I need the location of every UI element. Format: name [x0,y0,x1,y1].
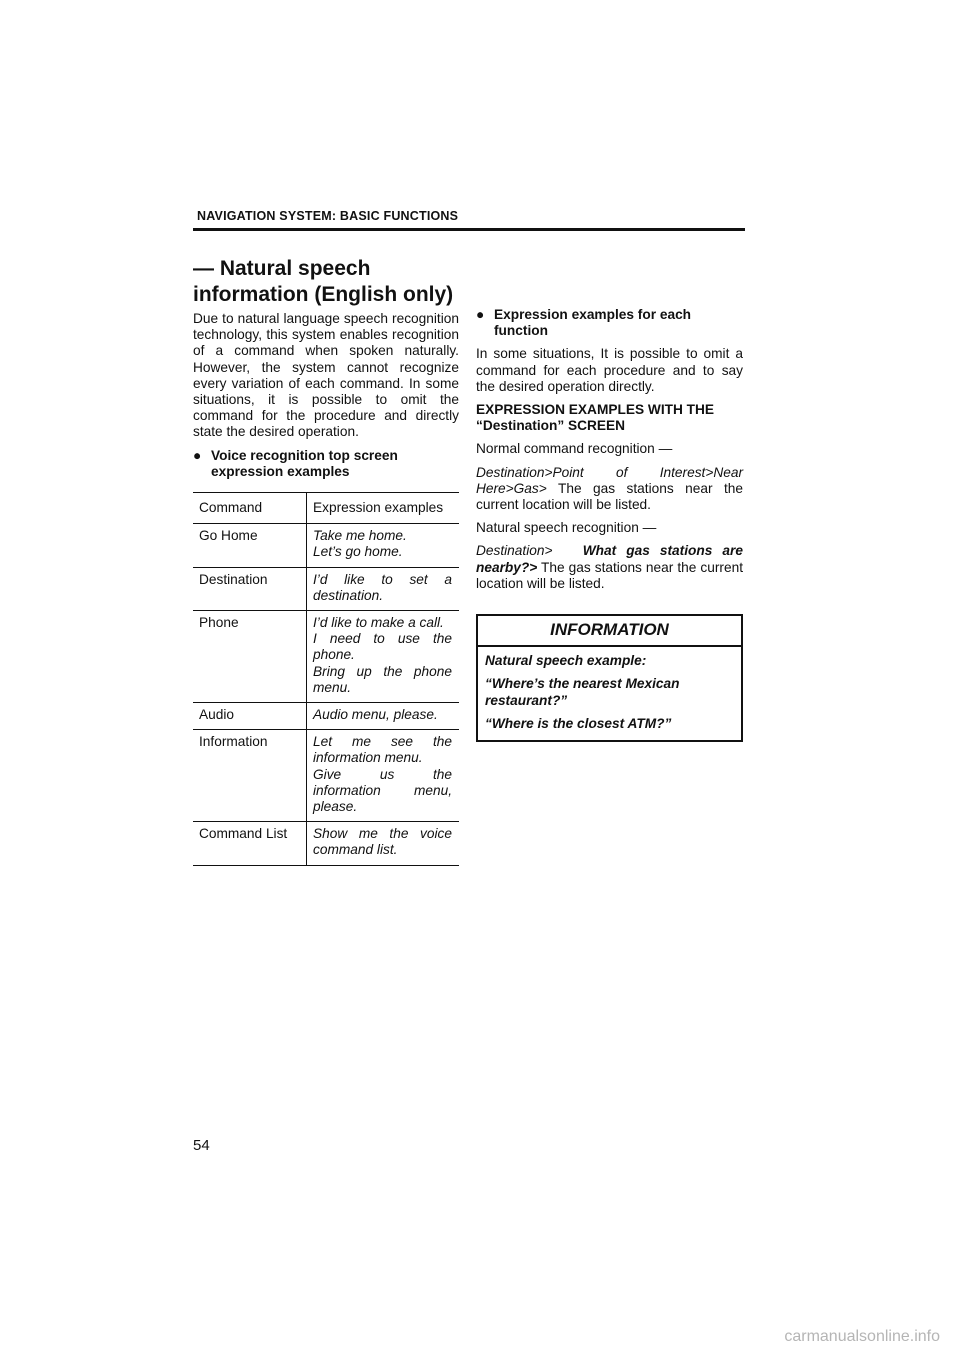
information-example-1: “Where’s the nearest Mexican restaurant?” [485,676,680,708]
bullet-icon: ● [193,447,202,463]
example-text: Show me the voice command list. [313,826,452,858]
watermark-text: carmanualsonline.info [784,1328,940,1345]
example-text: Give us the information menu, please. [313,766,452,815]
bullet-heading: Expression examples for each function [494,307,692,339]
examples-cell [307,524,460,567]
example-text: Let me see the information menu. [313,734,452,766]
example-text: I’d like to set a destination. [313,571,452,603]
example-text: I need to use the phone. [313,631,452,663]
table-row [193,611,459,703]
natural-recognition-example [476,543,743,592]
information-example-2: “Where is the closest ATM?” [485,715,672,731]
example-text: Bring up the phone menu. [313,663,452,695]
information-box [476,614,743,742]
intro-paragraph: Due to natural language speech recognition technology, this system enables recognition of a command when spoken naturally. However, the system cannot recognize every variation of each command. In some situations, it is possible to omit the command for the procedure and directly state the desired operation. [193,311,459,440]
table-header-row [193,493,459,524]
command-table [193,493,459,865]
table-row [193,822,459,865]
table-row [193,524,459,567]
section-title-line-1: — Natural speech [193,257,371,280]
table-row [193,730,459,822]
table-header-examples: Expression examples [307,493,460,524]
examples-subheading: EXPRESSION EXAMPLES WITH THE “Destination” SCREEN [476,402,715,434]
normal-command-path: Destination>Point of Interest>Near Here>Gas> [476,464,743,496]
command-table-wrapper [193,492,459,866]
information-label: Natural speech example: [485,653,647,669]
information-body [478,647,741,740]
page-number: 54 [193,1137,210,1154]
examples-cell [307,567,460,610]
command-cell: Destination [193,567,307,610]
bullet-heading: Voice recognition top screen expression examples [211,447,398,479]
bullet-icon: ● [476,307,485,322]
section-title [193,256,473,308]
natural-command-query: What gas stations are nearby?> [476,543,743,575]
normal-recognition-example [476,465,743,514]
running-header: NAVIGATION SYSTEM: BASIC FUNCTIONS [197,209,459,223]
omit-command-paragraph: In some situations, It is possible to omit a command for each procedure and to say the desired operation directly. [476,346,743,394]
left-column [193,311,459,866]
command-cell: Audio [193,703,307,730]
command-cell: Phone [193,611,307,703]
table-header-command: Command [193,493,307,524]
section-title-line-2: information (English only) [193,283,454,306]
example-text: Let’s go home. [313,544,403,560]
header-rule [193,228,745,231]
information-heading: INFORMATION [478,616,741,647]
example-text: Take me home. [313,528,407,544]
command-cell: Command List [193,822,307,865]
examples-cell [307,822,460,865]
examples-cell [307,611,460,703]
natural-command-path: Destination> [476,543,553,559]
command-cell: Information [193,730,307,822]
bullet-function-examples [476,307,743,339]
command-cell: Go Home [193,524,307,567]
right-column [476,307,743,742]
natural-recognition-label: Natural speech recognition — [476,520,657,536]
natural-command-result: The gas stations near the current location will be listed. [476,559,743,591]
example-text: I’d like to make a call. [313,615,444,631]
normal-command-result: The gas stations near the current location will be listed. [476,480,743,513]
examples-cell [307,703,460,730]
normal-recognition-label: Normal command recognition — [476,441,673,457]
table-row [193,703,459,730]
examples-cell [307,730,460,822]
table-row [193,567,459,610]
example-text: Audio menu, please. [313,707,438,723]
bullet-voice-recognition [193,448,459,480]
